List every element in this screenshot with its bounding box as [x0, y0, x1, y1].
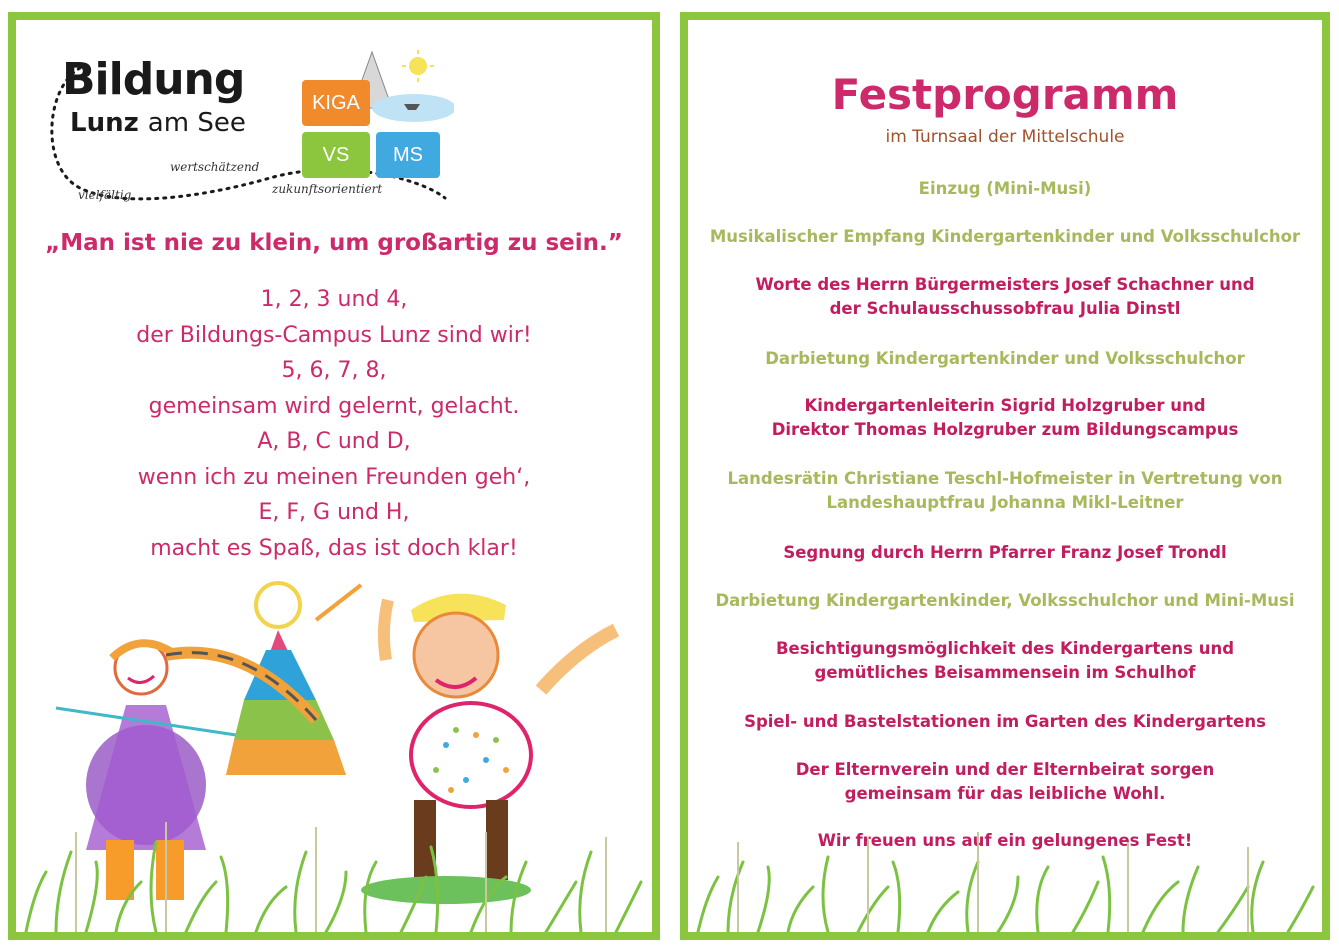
program-item — [688, 710, 1322, 734]
program-line: Der Elternverein und der Elternbeirat sorgen — [795, 760, 1215, 779]
program-line: Darbietung Kindergartenkinder und Volksschulchor — [765, 349, 1245, 368]
program-line: der Schulausschussobfrau Julia Dinstl — [829, 299, 1181, 318]
logo-tag-zukunftsorientiert: zukunftsorientiert — [272, 182, 383, 196]
poem-line: der Bildungs-Campus Lunz sind wir! — [136, 322, 532, 348]
logo-piece-kiga: KIGA — [302, 80, 370, 126]
logo-subtitle-bold: Lunz — [70, 108, 139, 138]
poem-line: E, F, G und H, — [258, 500, 410, 525]
program-line: Darbietung Kindergartenkinder, Volksschulchor und Mini-Musi — [715, 591, 1295, 610]
program-item — [688, 225, 1322, 249]
program-line: Kindergartenleiterin Sigrid Holzgruber und — [804, 396, 1206, 415]
program-line: Direktor Thomas Holzgruber zum Bildungscampus — [771, 420, 1239, 439]
child-drawing-middle — [166, 583, 361, 775]
logo-subtitle — [70, 108, 246, 138]
poem-line: A, B, C und D, — [257, 429, 411, 454]
program-item — [688, 637, 1322, 685]
program-item — [688, 273, 1322, 321]
logo-piece-ms: MS — [376, 132, 440, 178]
program-item — [688, 758, 1322, 806]
program-line: gemütliches Beisammensein im Schulhof — [814, 663, 1196, 682]
logo-tag-wertschaetzend: wertschätzend — [170, 160, 260, 174]
program-line: Spiel- und Bastelstationen im Garten des Kindergartens — [744, 712, 1266, 731]
program-item — [688, 177, 1322, 201]
program-item — [688, 467, 1322, 515]
poem-line: gemeinsam wird gelernt, gelacht. — [148, 393, 520, 419]
program-item — [688, 394, 1322, 442]
program-item — [688, 589, 1322, 613]
festprogramm-title: Festprogramm — [831, 70, 1179, 119]
bildung-lunz-logo — [40, 48, 460, 218]
program-line: Musikalischer Empfang Kindergartenkinder und Volksschulchor — [709, 227, 1301, 246]
poem-line: macht es Spaß, das ist doch klar! — [150, 535, 518, 561]
logo-subtitle-thin: am See — [147, 108, 246, 138]
poem-line: 1, 2, 3 und 4, — [260, 287, 408, 312]
program-line: Einzug (Mini-Musi) — [918, 179, 1092, 198]
poem-line: wenn ich zu meinen Freunden geh‘, — [137, 464, 531, 490]
festprogramm-right-panel — [680, 12, 1330, 940]
grass-decoration — [16, 812, 652, 932]
program-line: Besichtigungsmöglichkeit des Kindergartens und — [775, 639, 1235, 658]
logo-piece-vs: VS — [302, 132, 370, 178]
program-item — [688, 347, 1322, 371]
poem-line: 5, 6, 7, 8, — [281, 358, 387, 383]
festprogramm-subtitle: im Turnsaal der Mittelschule — [885, 127, 1125, 147]
program-line: Landeshauptfrau Johanna Mikl-Leitner — [826, 493, 1184, 512]
logo-title: Bildung — [62, 54, 245, 105]
poem — [16, 282, 652, 566]
invitation-left-panel — [8, 12, 660, 940]
program-line: Worte des Herrn Bürgermeisters Josef Schachner und — [755, 275, 1255, 294]
program-line: Segnung durch Herrn Pfarrer Franz Josef Trondl — [783, 543, 1227, 562]
program-line: Landesrätin Christiane Teschl-Hofmeister in Vertretung von — [727, 469, 1283, 488]
motto-quote: „Man ist nie zu klein, um großartig zu sein.” — [45, 230, 623, 256]
logo-tag-vielfaeltig: vielfältig — [78, 188, 132, 202]
grass-decoration — [688, 822, 1322, 932]
program-line: Wir freuen uns auf ein gelungenes Fest! — [817, 831, 1193, 850]
program-item — [688, 541, 1322, 565]
program-line: gemeinsam für das leibliche Wohl. — [844, 784, 1166, 803]
